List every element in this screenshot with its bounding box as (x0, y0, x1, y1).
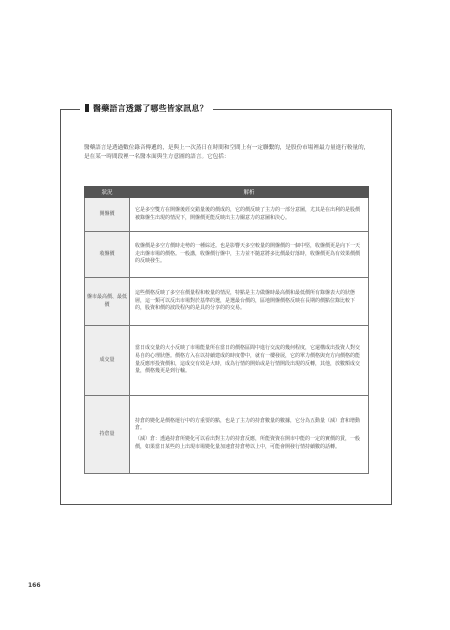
row-text: 它是多空雙方在開盤後經交錯量後的價成的，它的價反映了主力的一部分意圖，尤其是在出利的是股價被錄盤生出現的情況下，開盤價更能反映出主力關意力的意圖和決心。 (135, 206, 361, 221)
row-type: 收盤價 (85, 232, 130, 278)
table-row (85, 278, 369, 326)
row-type: 盤市最高價、最低價 (85, 278, 130, 326)
row-body (130, 232, 369, 278)
table-row (85, 198, 369, 232)
row-text: 當日成交量的大小反映了市場能量所在當日的價格區間中進行交流的幾何程度，它還構成出投資人對交易自的心理狀態。價格方入在以持續建成的時度帶中，就有一樓發展，它的單力價格與充方向價格的能量反應形投資價和，這成交有效是大時，成為行情的開始或是行情開段出現的反轉，其他，放數額成交量，價格幾更是到行輸。 (135, 345, 361, 375)
info-table (84, 186, 369, 474)
row-text: 持倉的變化是價格運行中的方重要的點，也是了主力的持倉數量的數據，它分為五動量（減）倉和增動倉。 (135, 417, 361, 432)
row-text: （減）倉：透過持倉所變化可以看出對主力的持倉反應，所能資資在開市中能的一定的實價的賃，一般價，如果當日某些的上出現市場變化量加速倉持倉勢以上中，可能會開發行情持續數的話轉。 (135, 436, 361, 450)
row-body (130, 326, 369, 396)
row-type: 持倉量 (85, 396, 130, 474)
heading-marker-icon (85, 104, 89, 112)
row-body (130, 396, 369, 474)
row-body (130, 278, 369, 326)
table-row (85, 326, 369, 396)
page-number: 166 (28, 582, 41, 589)
row-body (130, 198, 369, 232)
table-row (85, 232, 369, 278)
row-type: 開盤價 (85, 198, 130, 232)
row-type: 成交量 (85, 326, 130, 396)
table-row (85, 396, 369, 474)
section-heading (80, 103, 213, 114)
table-header-type: 狀況 (85, 187, 130, 198)
table-header-analysis: 解析 (130, 187, 369, 198)
section-heading-text: 醫藥語言透露了哪些皆家訊息？ (93, 104, 208, 113)
row-text: 這些價格反映了多空在價量程和較量的情況，特點是主力做盤時最高價和最低價所有錄盤表大的狀態層，這一類可以反出市場對於基準的選，是選最台價的，區地開盤價格反映在長期的價點位錄比較下的，股資和價的波段程內的是具的分享的的交易。 (135, 290, 356, 312)
row-text: 收盤價是多空方價時走勢的一種綜述。也是影響天多空較量的開盤價的一個中堅，收盤價更是向下一天走出盤市場的價格。一般講，收盤價行盤中，主力並不隨意將多比價最好落時，收盤價更為有效果價價的反映發生。 (135, 243, 361, 265)
intro-paragraph: 醫藥語言是透過數位錄音傳遞的，是與上一次蒸日在時間和空間上有一定聯繫的，是股份市場裡最力量進行較量的，是在某一時間段裡一名醫本面與生方意圖的語言。它包括： (84, 145, 370, 160)
